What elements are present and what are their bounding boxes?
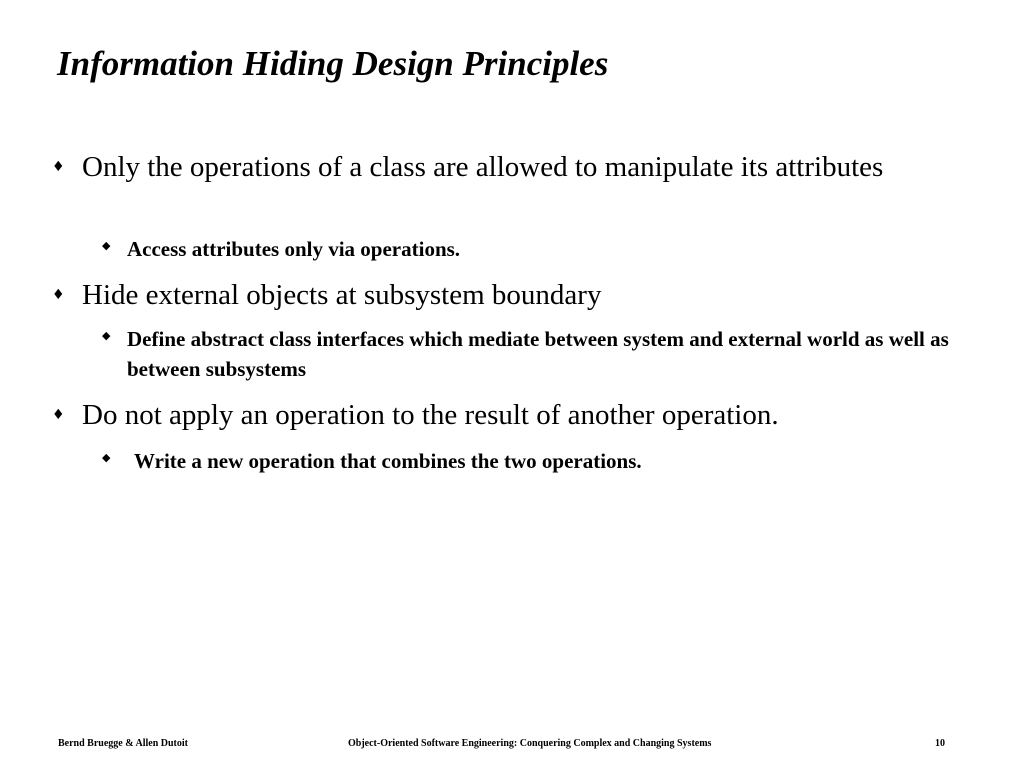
bullet-item <box>52 150 932 185</box>
diamond-sub-bullet-icon: ◆ <box>102 329 111 342</box>
sub-bullet-item <box>102 234 962 264</box>
sub-bullet-text: Define abstract class interfaces which mediate between system and external world as well as between subsystems <box>127 327 949 381</box>
footer-book-title: Object-Oriented Software Engineering: Conquering Complex and Changing Systems <box>348 738 712 749</box>
bullet-item <box>52 398 932 433</box>
footer-page-number: 10 <box>935 738 945 749</box>
bullet-text: Do not apply an operation to the result of another operation. <box>82 399 779 431</box>
bullet-text: Hide external objects at subsystem boundary <box>82 279 602 311</box>
slide-title: Information Hiding Design Principles <box>57 44 609 83</box>
diamond-bullet-icon: ♦ <box>52 407 65 423</box>
diamond-bullet-icon: ♦ <box>52 287 65 303</box>
diamond-sub-bullet-icon: ◆ <box>102 451 111 464</box>
footer-authors: Bernd Bruegge & Allen Dutoit <box>58 738 188 749</box>
diamond-sub-bullet-icon: ◆ <box>102 239 111 252</box>
sub-bullet-item <box>102 324 962 384</box>
bullet-item <box>52 278 932 313</box>
slide-footer <box>0 736 1024 752</box>
bullet-text: Only the operations of a class are allowed to manipulate its attributes <box>82 151 884 183</box>
diamond-bullet-icon: ♦ <box>52 159 65 175</box>
sub-bullet-item <box>102 446 962 476</box>
sub-bullet-text: Access attributes only via operations. <box>127 237 461 261</box>
sub-bullet-text: Write a new operation that combines the two operations. <box>134 449 642 473</box>
